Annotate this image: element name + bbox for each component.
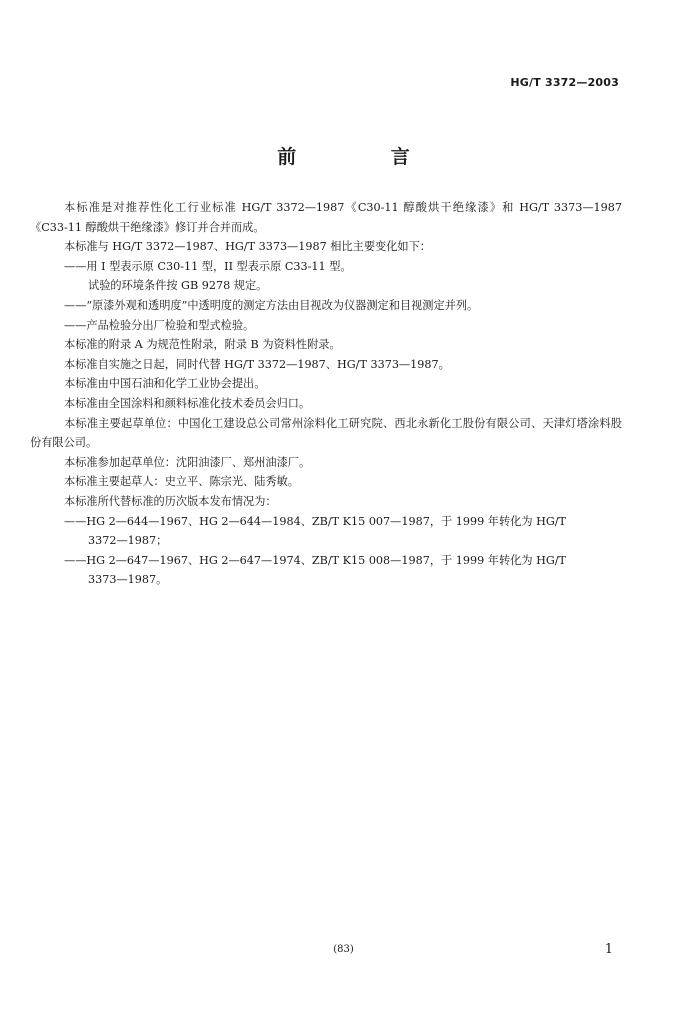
paragraph-history-intro: 本标准所代替标准的历次版本发布情况为： bbox=[64, 494, 277, 508]
page-number-center: (83) bbox=[333, 944, 354, 955]
change-item-type: ——用 I 型表示原 C30-11 型，II 型表示原 C33-11 型。 bbox=[64, 259, 352, 273]
paragraph-appendix: 本标准的附录 A 为规范性附录，附录 B 为资料性附录。 bbox=[64, 338, 341, 352]
paragraph-drafting-units: 本标准主要起草单位：中国化工建设总公司常州涂料化工研究院、西北永新化工股份有限公司、天津灯塔涂料股份有限公司。 bbox=[30, 416, 622, 450]
history-item-1-line1: ——HG 2—644—1967、HG 2—644—1984、ZB/T K15 007—1987，于 1999 年转化为 HG/T bbox=[64, 514, 567, 528]
standard-code: HG/T 3372—2003 bbox=[510, 76, 619, 89]
history-item-1 bbox=[30, 512, 622, 551]
paragraph-centralized-by: 本标准由全国涂料和颜料标准化技术委员会归口。 bbox=[64, 396, 311, 410]
paragraph-replaces: 本标准自实施之日起，同时代替 HG/T 3372—1987、HG/T 3373—1987。 bbox=[64, 357, 450, 371]
paragraph-proposed-by: 本标准由中国石油和化学工业协会提出。 bbox=[64, 377, 266, 391]
paragraph-drafters: 本标准主要起草人：史立平、陈宗光、陆秀敏。 bbox=[64, 475, 299, 489]
history-item-1-line2: 3372—1987； bbox=[88, 534, 168, 548]
paragraph-main-changes: 本标准与 HG/T 3372—1987、HG/T 3373—1987 相比主要变化如下： bbox=[64, 240, 431, 254]
change-item-type-sub: 试验的环境条件按 GB 9278 规定。 bbox=[88, 279, 268, 293]
change-item-transparency: ——“原漆外观和透明度”中透明度的测定方法由目视改为仪器测定和目视测定并列。 bbox=[64, 298, 479, 312]
history-item-2-line2: 3373—1987。 bbox=[88, 573, 168, 587]
page-number-right: 1 bbox=[604, 942, 613, 957]
history-item-2-line1: ——HG 2—647—1967、HG 2—647—1974、ZB/T K15 008—1987，于 1999 年转化为 HG/T bbox=[64, 553, 567, 567]
paragraph-participating-units: 本标准参加起草单位：沈阳油漆厂、郑州油漆厂。 bbox=[64, 455, 311, 469]
document-body bbox=[30, 198, 622, 590]
history-item-2 bbox=[30, 551, 622, 590]
page-title: 前 言 bbox=[277, 146, 454, 168]
change-item-inspection: ——产品检验分出厂检验和型式检验。 bbox=[64, 318, 255, 332]
paragraph-revision-basis: 本标准是对推荐性化工行业标准 HG/T 3372—1987《C30-11 醇酸烘干绝缘漆》和 HG/T 3373—1987《C33-11 醇酸烘干绝缘漆》修订并合并而成。 bbox=[30, 201, 622, 234]
